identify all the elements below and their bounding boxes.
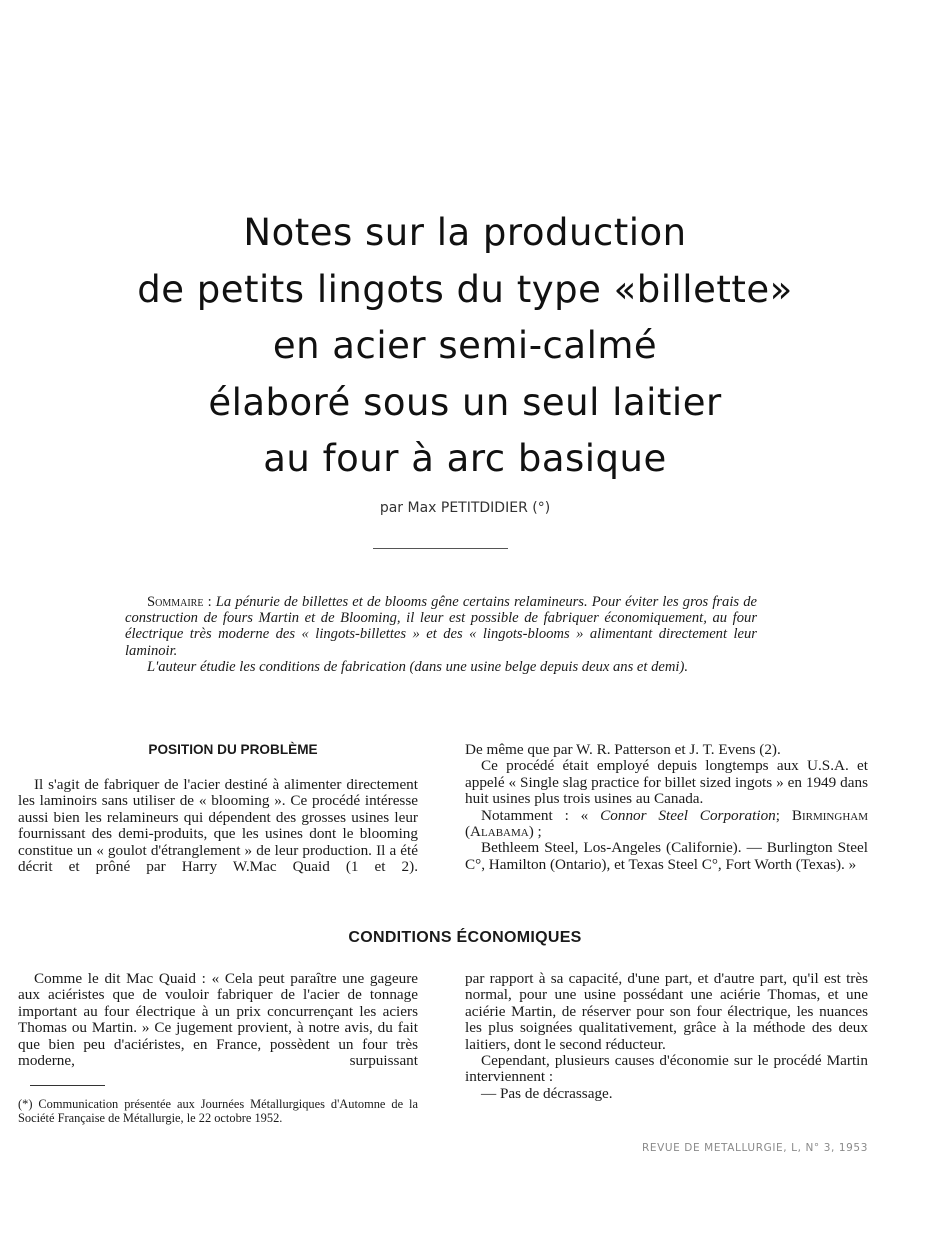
section-heading-position: POSITION DU PROBLÈME: [148, 742, 318, 757]
footnote-divider: [30, 1085, 105, 1086]
title-line-5: au four à arc basique: [263, 437, 667, 480]
section2-left-column: [18, 971, 418, 1069]
section2-left-paragraph-1: Comme le dit Mac Quaid : « Cela peut paraître une gageure aux aciéristes que de vouloir fabriquer de l'acier de tonnage important au four électrique à un prix concurrençant les aciers Thomas ou Martin. » Ce jugement provient, à notre avis, du fait que bien peu d'aciéristes, en France, possèdent un four très moderne, surpuissant: [18, 970, 418, 1070]
abstract-paragraph-2: L'auteur étudie les conditions de fabrication (dans une usine belge depuis deux ans et demi).: [147, 658, 688, 675]
title-line-1: Notes sur la production: [243, 211, 687, 254]
section1-right-paragraph-3: [465, 808, 868, 841]
abstract-paragraph-1: [125, 594, 757, 659]
section2-right-paragraph-3: — Pas de décrassage.: [481, 1084, 613, 1102]
journal-footer: REVUE DE METALLURGIE, L, N° 3, 1953: [641, 1142, 868, 1154]
section1-left-column: [18, 777, 418, 875]
abstract-text-1: La pénurie de billettes et de blooms gêne certains relamineurs. Pour éviter les gros frais de construction de fours Martin et de Blooming, il leur est possible de fabriquer économiquement, au four électrique très moderne des « lingots-billettes » et des « lingots-blooms » alimentant directement leur laminoir.: [125, 594, 757, 659]
footnote: (*) Communication présentée aux Journées Métallurgiques d'Automne de la Société Française de Métallurgie, le 22 octobre 1952.: [18, 1097, 418, 1125]
section2-right-column: [465, 971, 868, 1102]
section-heading-economics: CONDITIONS ÉCONOMIQUES: [348, 929, 582, 946]
section2-right-paragraph-2: Cependant, plusieurs causes d'économie sur le procédé Martin interviennent :: [465, 1052, 868, 1086]
section1-right-column: [465, 742, 868, 873]
author-byline: par Max PETITDIDIER (°): [379, 500, 551, 516]
title-line-4: élaboré sous un seul laitier: [208, 380, 722, 424]
title-divider: [373, 548, 508, 549]
abstract: [125, 594, 757, 675]
section1-right-paragraph-4: Bethleem Steel, Los-Angeles (Californie). — Burlington Steel C°, Hamilton (Ontario), et Texas Steel C°, Fort Worth (Texas). »: [465, 839, 868, 873]
notamment-text: Notamment : «: [481, 806, 601, 824]
title-line-2: de petits lingots du type «billette»: [137, 267, 793, 311]
article-title: [0, 205, 930, 488]
location-text: ; Birmingham (Alabama) ;: [465, 806, 868, 841]
title-line-3: en acier semi-calmé: [272, 324, 658, 367]
company-name: Connor Steel Corporation: [600, 806, 776, 824]
section2-right-paragraph-1: par rapport à sa capacité, d'une part, et d'autre part, qu'il est très normal, pour une usine possédant une aciérie Thomas, et une aciérie Martin, de réserver pour son four électrique, les nuances les plus soignées qualitativement, grâce à la méthode des deux laitiers, dont le second réducteur.: [465, 970, 868, 1053]
section1-right-paragraph-1: De même que par W. R. Patterson et J. T. Evens (2).: [465, 741, 781, 758]
abstract-lead: Sommaire :: [147, 594, 212, 610]
section1-right-paragraph-2: Ce procédé était employé depuis longtemps aux U.S.A. et appelé « Single slag practice for billet sized ingots » en 1949 dans huit usines plus trois usines au Canada.: [465, 757, 868, 808]
section1-paragraph-1: Il s'agit de fabriquer de l'acier destiné à alimenter directement les laminoirs sans utiliser de « blooming ». Ce procédé intéresse aussi bien les relamineurs qui dépendent des grosses usines leur fournissant des demi-produits, que les usines dont le blooming constitue un « goulot d'étranglement » de leur production. Il a été décrit et prôné par Harry W.Mac Quaid (1 et 2).: [18, 776, 418, 876]
